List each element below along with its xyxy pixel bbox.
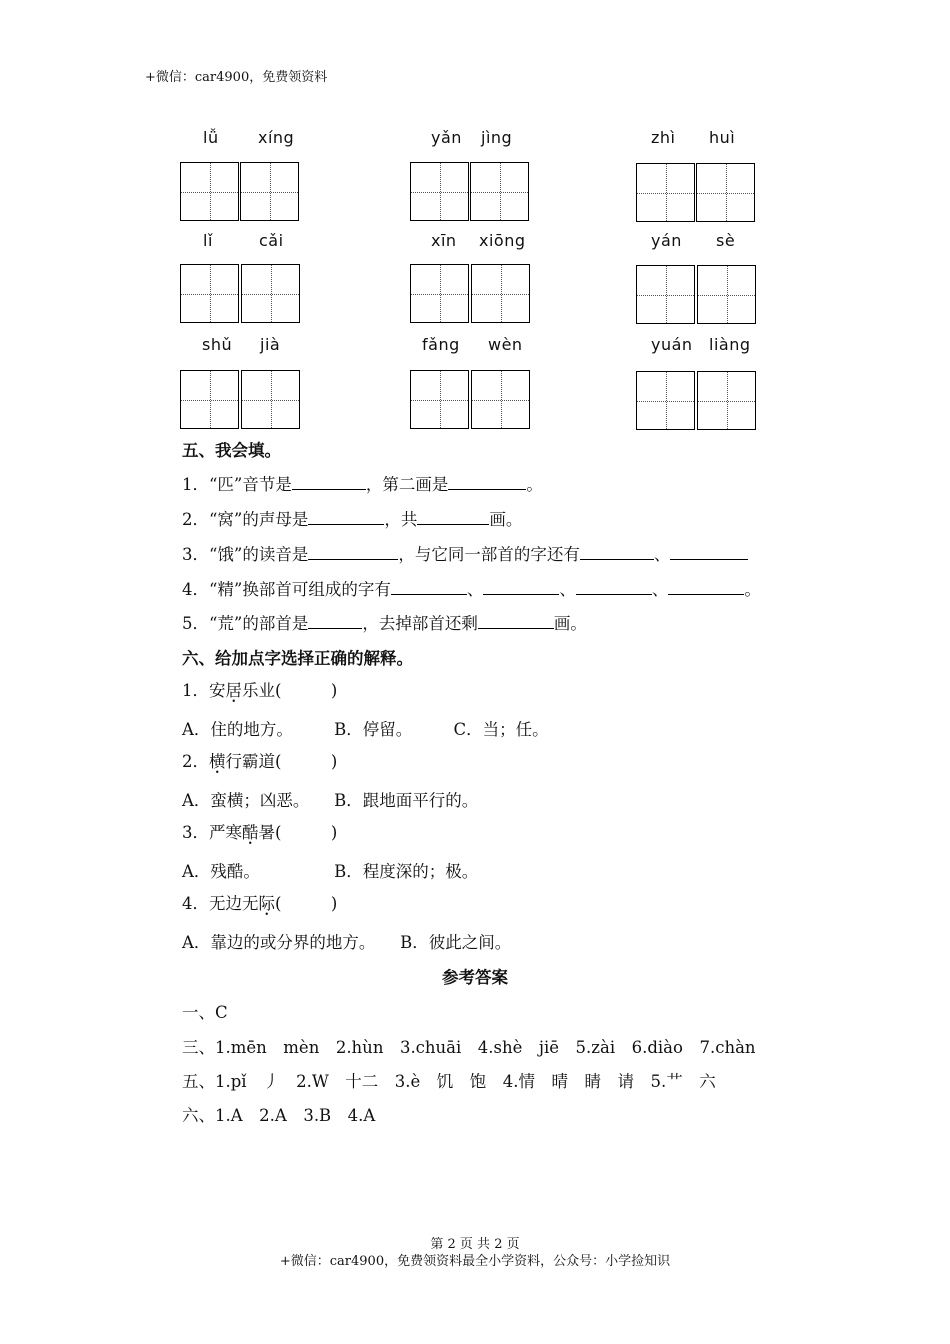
section5-q3: 3．“饿”的读音是 ，与它同一部首的字还有 、: [182, 541, 748, 565]
pinyin-grid: [0, 0, 950, 440]
section6-q2: 2．横行霸道( ): [182, 752, 338, 771]
emphasis-dot-char: 横: [209, 752, 226, 771]
writing-box: [696, 163, 755, 222]
pinyin: liàng: [709, 335, 751, 354]
pinyin: fǎng: [422, 335, 460, 354]
writing-box: [471, 370, 530, 429]
pinyin: cǎi: [259, 231, 284, 250]
writing-box: [636, 371, 695, 430]
pinyin: yán: [651, 231, 682, 250]
answer-line-6: 六、1.A 2.A 3.B 4.A: [182, 1106, 376, 1125]
pinyin: zhì: [651, 128, 676, 147]
answers-title: 参考答案: [442, 968, 508, 987]
answer-line-5: 五、1.pǐ 丿 2.W 十二 3.è 饥 饱 4.情 晴 睛 请 5.艹 六: [182, 1072, 716, 1091]
writing-box: [241, 264, 300, 323]
section5-q5: 5．“荒”的部首是 ，去掉部首还剩 画。: [182, 614, 587, 633]
writing-box: [636, 265, 695, 324]
pinyin: lǚ: [203, 128, 219, 147]
writing-box: [636, 163, 695, 222]
emphasis-dot-char: 居: [225, 681, 242, 700]
page-number: 第 2 页 共 2 页: [430, 1237, 520, 1252]
section5-q1: 1．“匹”音节是 ，第二画是 。: [182, 475, 543, 494]
pinyin: jià: [260, 335, 281, 354]
answer-line-3: 三、1.mēn mèn 2.hùn 3.chuāi 4.shè jiē 5.zài 6.diào 7.chàn: [182, 1038, 756, 1057]
writing-box: [241, 370, 300, 429]
pinyin: shǔ: [202, 335, 233, 354]
section6-q4: 4．无边无际( ): [182, 894, 338, 913]
section5-q4: 4．“精”换部首可组成的字有 、 、 、 。: [182, 580, 761, 599]
footer-note: +微信：car4900，免费领资料最全小学资料，公众号：小学捡知识: [279, 1254, 671, 1269]
section6-q3: 3．严寒酷暑( ): [182, 823, 338, 842]
section6-q4-options: A．靠边的或分界的地方。 B．彼此之间。: [182, 933, 512, 952]
writing-box: [240, 162, 299, 221]
section5-title: 五、我会填。: [182, 441, 281, 460]
section6-q1-options: A．住的地方。 B．停留。 C．当；任。: [182, 720, 549, 739]
section5-q2: 2．“窝”的声母是 ，共 画。: [182, 510, 523, 529]
emphasis-dot-char: 际: [258, 894, 275, 913]
pinyin: jìng: [481, 128, 513, 147]
pinyin: xiōng: [479, 231, 526, 250]
pinyin: huì: [709, 128, 736, 147]
writing-box: [697, 265, 756, 324]
writing-box: [471, 264, 530, 323]
pinyin: sè: [716, 231, 736, 250]
writing-box: [410, 370, 469, 429]
writing-box: [180, 264, 239, 323]
writing-box: [410, 162, 469, 221]
page-header: +微信：car4900，免费领资料: [145, 70, 328, 85]
writing-box: [697, 371, 756, 430]
pinyin: yǎn: [431, 128, 462, 147]
section6-q1: 1．安居乐业( ): [182, 681, 338, 700]
answer-line-1: 一、C: [182, 1003, 228, 1022]
writing-box: [470, 162, 529, 221]
emphasis-dot-char: 酷: [242, 823, 259, 842]
pinyin: yuán: [651, 335, 693, 354]
pinyin: wèn: [488, 335, 523, 354]
pinyin: xíng: [258, 128, 295, 147]
section6-title: 六、给加点字选择正确的解释。: [182, 649, 413, 668]
pinyin: lǐ: [203, 231, 213, 250]
section6-q3-options: A．残酷。 B．程度深的；极。: [182, 862, 479, 881]
writing-box: [180, 162, 239, 221]
writing-box: [180, 370, 239, 429]
writing-box: [410, 264, 469, 323]
section6-q2-options: A．蛮横；凶恶。 B．跟地面平行的。: [182, 791, 479, 810]
pinyin: xīn: [431, 231, 457, 250]
